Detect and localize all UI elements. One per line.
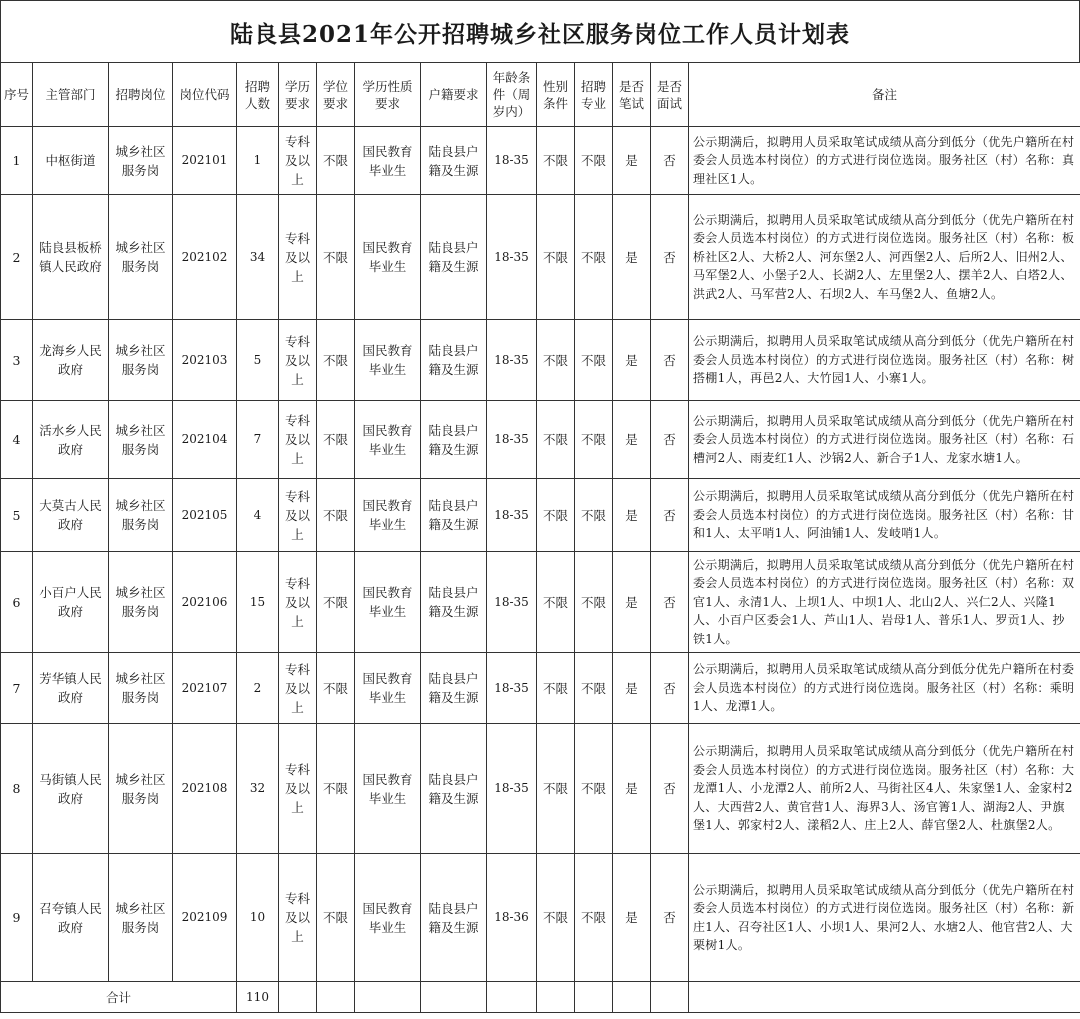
cell-code: 202103 (173, 320, 237, 401)
table-row (1, 653, 1080, 724)
cell-interview: 否 (651, 854, 689, 982)
cell-written: 是 (613, 653, 651, 724)
cell-edu: 专科及以上 (279, 854, 317, 982)
cell-post: 城乡社区服务岗 (109, 127, 173, 195)
cell-age: 18-35 (487, 320, 537, 401)
cell-code: 202102 (173, 195, 237, 320)
cell-household: 陆良县户籍及生源 (421, 724, 487, 854)
total-label: 合计 (1, 982, 237, 1013)
cell-note: 公示期满后，拟聘用人员采取笔试成绩从高分到低分（优先户籍所在村委会人员选本村岗位）的方式进行岗位选岗。服务社区（村）名称：树搭棚1人，再邑2人、大竹园1人、小寨1人。 (689, 320, 1080, 401)
cell-edu-type: 国民教育毕业生 (355, 127, 421, 195)
cell-seq: 5 (1, 479, 33, 552)
cell-count: 1 (237, 127, 279, 195)
cell-major: 不限 (575, 724, 613, 854)
cell-written: 是 (613, 320, 651, 401)
cell-interview: 否 (651, 127, 689, 195)
cell-household: 陆良县户籍及生源 (421, 320, 487, 401)
table-row (1, 552, 1080, 653)
cell-degree: 不限 (317, 653, 355, 724)
cell-interview: 否 (651, 479, 689, 552)
total-empty-cell (537, 982, 575, 1013)
cell-count: 10 (237, 854, 279, 982)
header-dept: 主管部门 (33, 63, 109, 127)
cell-degree: 不限 (317, 724, 355, 854)
header-edu: 学历要求 (279, 63, 317, 127)
table-row (1, 127, 1080, 195)
total-empty-cell (421, 982, 487, 1013)
cell-note: 公示期满后，拟聘用人员采取笔试成绩从高分到低分优先户籍所在村委会人员选本村岗位）的方式进行岗位选岗。服务社区（村）名称：乘明1人、龙潭1人。 (689, 653, 1080, 724)
cell-written: 是 (613, 479, 651, 552)
cell-post: 城乡社区服务岗 (109, 401, 173, 479)
cell-dept: 芳华镇人民政府 (33, 653, 109, 724)
cell-count: 15 (237, 552, 279, 653)
cell-gender: 不限 (537, 479, 575, 552)
cell-degree: 不限 (317, 552, 355, 653)
cell-note: 公示期满后，拟聘用人员采取笔试成绩从高分到低分（优先户籍所在村委会人员选本村岗位）的方式进行岗位选岗。服务社区（村）名称：甘和1人、太平哨1人、阿油铺1人、发岐哨1人。 (689, 479, 1080, 552)
cell-major: 不限 (575, 195, 613, 320)
cell-edu-type: 国民教育毕业生 (355, 854, 421, 982)
table-row (1, 854, 1080, 982)
cell-dept: 龙海乡人民政府 (33, 320, 109, 401)
cell-major: 不限 (575, 653, 613, 724)
cell-dept: 召夸镇人民政府 (33, 854, 109, 982)
cell-code: 202109 (173, 854, 237, 982)
cell-post: 城乡社区服务岗 (109, 724, 173, 854)
cell-major: 不限 (575, 479, 613, 552)
cell-major: 不限 (575, 552, 613, 653)
cell-dept: 中枢街道 (33, 127, 109, 195)
cell-major: 不限 (575, 127, 613, 195)
header-edu-type: 学历性质要求 (355, 63, 421, 127)
table-row (1, 479, 1080, 552)
header-major: 招聘专业 (575, 63, 613, 127)
cell-dept: 马街镇人民政府 (33, 724, 109, 854)
cell-count: 7 (237, 401, 279, 479)
cell-gender: 不限 (537, 195, 575, 320)
cell-edu: 专科及以上 (279, 479, 317, 552)
cell-edu: 专科及以上 (279, 724, 317, 854)
recruitment-table (0, 62, 1080, 1013)
header-seq: 序号 (1, 63, 33, 127)
header-age: 年龄条件（周岁内） (487, 63, 537, 127)
cell-note: 公示期满后，拟聘用人员采取笔试成绩从高分到低分（优先户籍所在村委会人员选本村岗位）的方式进行岗位选岗。服务社区（村）名称：新庄1人、召夸社区1人、小坝1人、果河2人、水塘2人、他官营2人、大栗树1人。 (689, 854, 1080, 982)
cell-code: 202107 (173, 653, 237, 724)
cell-household: 陆良县户籍及生源 (421, 653, 487, 724)
cell-note: 公示期满后，拟聘用人员采取笔试成绩从高分到低分（优先户籍所在村委会人员选本村岗位）的方式进行岗位选岗。服务社区（村）名称：大龙潭1人、小龙潭2人、前所2人、马街社区4人、朱家堡1人、金家村2人、大西营2人、黄官营1人、海界3人、汤官箐1人、湖海2人、尹旗堡1人、郭家村2人、漾稻2人、庄上2人、薛官堡2人、杜旗堡2人。 (689, 724, 1080, 854)
cell-age: 18-35 (487, 195, 537, 320)
cell-age: 18-35 (487, 653, 537, 724)
cell-count: 34 (237, 195, 279, 320)
table-row (1, 724, 1080, 854)
cell-post: 城乡社区服务岗 (109, 479, 173, 552)
cell-interview: 否 (651, 653, 689, 724)
cell-seq: 3 (1, 320, 33, 401)
cell-post: 城乡社区服务岗 (109, 320, 173, 401)
table-row (1, 401, 1080, 479)
cell-household: 陆良县户籍及生源 (421, 401, 487, 479)
cell-interview: 否 (651, 195, 689, 320)
cell-degree: 不限 (317, 854, 355, 982)
cell-interview: 否 (651, 320, 689, 401)
cell-seq: 8 (1, 724, 33, 854)
cell-post: 城乡社区服务岗 (109, 552, 173, 653)
cell-edu-type: 国民教育毕业生 (355, 724, 421, 854)
cell-degree: 不限 (317, 195, 355, 320)
header-note: 备注 (689, 63, 1080, 127)
cell-seq: 9 (1, 854, 33, 982)
cell-gender: 不限 (537, 552, 575, 653)
cell-dept: 陆良县板桥镇人民政府 (33, 195, 109, 320)
cell-seq: 6 (1, 552, 33, 653)
cell-dept: 小百户人民政府 (33, 552, 109, 653)
cell-dept: 活水乡人民政府 (33, 401, 109, 479)
header-gender: 性别条件 (537, 63, 575, 127)
cell-code: 202105 (173, 479, 237, 552)
cell-post: 城乡社区服务岗 (109, 854, 173, 982)
cell-written: 是 (613, 724, 651, 854)
cell-major: 不限 (575, 401, 613, 479)
cell-code: 202104 (173, 401, 237, 479)
cell-age: 18-35 (487, 724, 537, 854)
total-empty-cell (355, 982, 421, 1013)
cell-edu-type: 国民教育毕业生 (355, 479, 421, 552)
cell-edu-type: 国民教育毕业生 (355, 401, 421, 479)
cell-edu: 专科及以上 (279, 653, 317, 724)
cell-written: 是 (613, 854, 651, 982)
cell-household: 陆良县户籍及生源 (421, 854, 487, 982)
cell-written: 是 (613, 127, 651, 195)
cell-note: 公示期满后，拟聘用人员采取笔试成绩从高分到低分（优先户籍所在村委会人员选本村岗位）的方式进行岗位选岗。服务社区（村）名称：板桥社区2人、大桥2人、河东堡2人、河西堡2人、后所2人、旧州2人、马军堡2人、小堡子2人、长湖2人、左里堡2人、摆羊2人、白塔2人、洪武2人、马军营2人、石坝2人、车马堡2人、鱼塘2人。 (689, 195, 1080, 320)
cell-edu: 专科及以上 (279, 127, 317, 195)
cell-household: 陆良县户籍及生源 (421, 127, 487, 195)
cell-household: 陆良县户籍及生源 (421, 479, 487, 552)
total-row (1, 982, 1080, 1013)
cell-major: 不限 (575, 320, 613, 401)
cell-interview: 否 (651, 401, 689, 479)
cell-edu-type: 国民教育毕业生 (355, 195, 421, 320)
cell-post: 城乡社区服务岗 (109, 195, 173, 320)
cell-count: 4 (237, 479, 279, 552)
cell-age: 18-35 (487, 127, 537, 195)
cell-degree: 不限 (317, 401, 355, 479)
total-empty-cell (651, 982, 689, 1013)
cell-code: 202106 (173, 552, 237, 653)
cell-degree: 不限 (317, 127, 355, 195)
page-title: 陆良县2021年公开招聘城乡社区服务岗位工作人员计划表 (229, 20, 850, 48)
cell-written: 是 (613, 552, 651, 653)
header-written: 是否笔试 (613, 63, 651, 127)
cell-edu: 专科及以上 (279, 195, 317, 320)
cell-gender: 不限 (537, 127, 575, 195)
cell-count: 5 (237, 320, 279, 401)
cell-degree: 不限 (317, 320, 355, 401)
header-post: 招聘岗位 (109, 63, 173, 127)
total-empty-cell (487, 982, 537, 1013)
cell-age: 18-35 (487, 479, 537, 552)
cell-major: 不限 (575, 854, 613, 982)
cell-post: 城乡社区服务岗 (109, 653, 173, 724)
total-empty-cell (317, 982, 355, 1013)
cell-edu-type: 国民教育毕业生 (355, 552, 421, 653)
cell-seq: 2 (1, 195, 33, 320)
cell-code: 202101 (173, 127, 237, 195)
title-bar (0, 0, 1080, 63)
cell-dept: 大莫古人民政府 (33, 479, 109, 552)
cell-degree: 不限 (317, 479, 355, 552)
cell-seq: 4 (1, 401, 33, 479)
cell-note: 公示期满后，拟聘用人员采取笔试成绩从高分到低分（优先户籍所在村委会人员选本村岗位）的方式进行岗位选岗。服务社区（村）名称：双官1人、永清1人、上坝1人、中坝1人、北山2人、兴仁2人、兴隆1人、小百户区委会1人、芦山1人、岩母1人、普乐1人、罗贡1人、抄铁1人。 (689, 552, 1080, 653)
cell-edu-type: 国民教育毕业生 (355, 320, 421, 401)
header-household: 户籍要求 (421, 63, 487, 127)
total-empty-cell (613, 982, 651, 1013)
cell-gender: 不限 (537, 653, 575, 724)
cell-household: 陆良县户籍及生源 (421, 195, 487, 320)
total-empty-cell (575, 982, 613, 1013)
cell-household: 陆良县户籍及生源 (421, 552, 487, 653)
cell-age: 18-35 (487, 401, 537, 479)
cell-note: 公示期满后，拟聘用人员采取笔试成绩从高分到低分（优先户籍所在村委会人员选本村岗位）的方式进行岗位选岗。服务社区（村）名称：石槽河2人、雨麦红1人、沙锅2人、新合子1人、龙家水塘1人。 (689, 401, 1080, 479)
total-empty-cell (689, 982, 1080, 1013)
header-degree: 学位要求 (317, 63, 355, 127)
header-count: 招聘人数 (237, 63, 279, 127)
cell-written: 是 (613, 195, 651, 320)
header-interview: 是否面试 (651, 63, 689, 127)
cell-seq: 1 (1, 127, 33, 195)
cell-edu: 专科及以上 (279, 320, 317, 401)
cell-gender: 不限 (537, 320, 575, 401)
cell-age: 18-35 (487, 552, 537, 653)
cell-written: 是 (613, 401, 651, 479)
table-row (1, 320, 1080, 401)
cell-interview: 否 (651, 724, 689, 854)
cell-note: 公示期满后，拟聘用人员采取笔试成绩从高分到低分（优先户籍所在村委会人员选本村岗位）的方式进行岗位选岗。服务社区（村）名称：真理社区1人。 (689, 127, 1080, 195)
total-count: 110 (237, 982, 279, 1013)
cell-gender: 不限 (537, 724, 575, 854)
cell-gender: 不限 (537, 401, 575, 479)
cell-edu-type: 国民教育毕业生 (355, 653, 421, 724)
header-row (1, 63, 1080, 127)
cell-count: 32 (237, 724, 279, 854)
cell-gender: 不限 (537, 854, 575, 982)
cell-interview: 否 (651, 552, 689, 653)
cell-seq: 7 (1, 653, 33, 724)
table-row (1, 195, 1080, 320)
total-empty-cell (279, 982, 317, 1013)
header-code: 岗位代码 (173, 63, 237, 127)
cell-age: 18-36 (487, 854, 537, 982)
cell-code: 202108 (173, 724, 237, 854)
cell-edu: 专科及以上 (279, 552, 317, 653)
cell-edu: 专科及以上 (279, 401, 317, 479)
cell-count: 2 (237, 653, 279, 724)
